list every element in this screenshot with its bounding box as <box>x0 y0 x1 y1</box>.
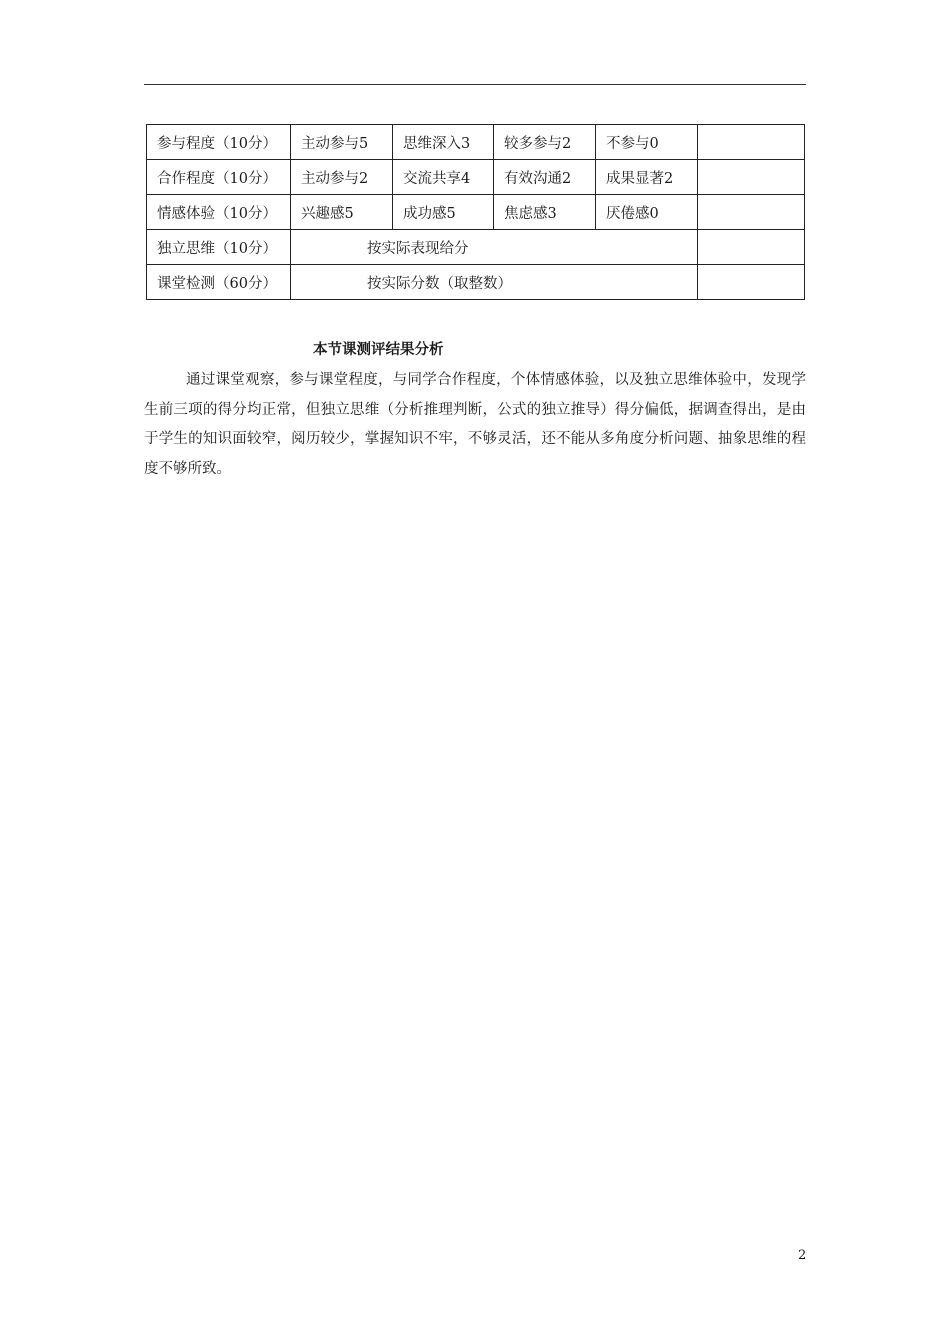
merged-cell: 按实际分数（取整数） <box>291 265 698 300</box>
table-cell: 课堂检测（60分） <box>147 265 291 300</box>
table-row <box>147 195 805 230</box>
table-cell: 成果显著2 <box>596 160 698 195</box>
table-row <box>147 265 805 300</box>
table-row <box>147 125 805 160</box>
table-cell: 交流共享4 <box>393 160 494 195</box>
table-cell: 不参与0 <box>596 125 698 160</box>
header-rule <box>144 84 806 85</box>
page-number: 2 <box>798 1248 807 1263</box>
score-cell <box>698 160 805 195</box>
table-cell: 主动参与2 <box>291 160 393 195</box>
analysis-paragraph: 通过课堂观察，参与课堂程度，与同学合作程度，个体情感体验，以及独立思维体验中，发现学生前三项的得分均正常，但独立思维（分析推理判断，公式的独立推导）得分偏低，据调查得出，是由于学生的知识面较窄，阅历较少，掌握知识不牢，不够灵活，还不能从多角度分析问题、抽象思维的程度不够所致。 <box>144 372 806 477</box>
table-cell: 合作程度（10分） <box>147 160 291 195</box>
merged-cell: 按实际表现给分 <box>291 230 698 265</box>
table-cell: 独立思维（10分） <box>147 230 291 265</box>
table-cell: 情感体验（10分） <box>147 195 291 230</box>
table-cell: 有效沟通2 <box>494 160 596 195</box>
table-cell: 厌倦感0 <box>596 195 698 230</box>
table-cell: 较多参与2 <box>494 125 596 160</box>
table-row <box>147 230 805 265</box>
table-cell: 思维深入3 <box>393 125 494 160</box>
table-cell: 主动参与5 <box>291 125 393 160</box>
score-cell <box>698 265 805 300</box>
table-cell: 参与程度（10分） <box>147 125 291 160</box>
score-cell <box>698 230 805 265</box>
evaluation-table <box>146 124 805 300</box>
table-cell: 兴趣感5 <box>291 195 393 230</box>
table-cell: 焦虑感3 <box>494 195 596 230</box>
score-cell <box>698 125 805 160</box>
score-cell <box>698 195 805 230</box>
table-cell: 成功感5 <box>393 195 494 230</box>
table-row <box>147 160 805 195</box>
section-title: 本节课测评结果分析 <box>313 342 444 358</box>
